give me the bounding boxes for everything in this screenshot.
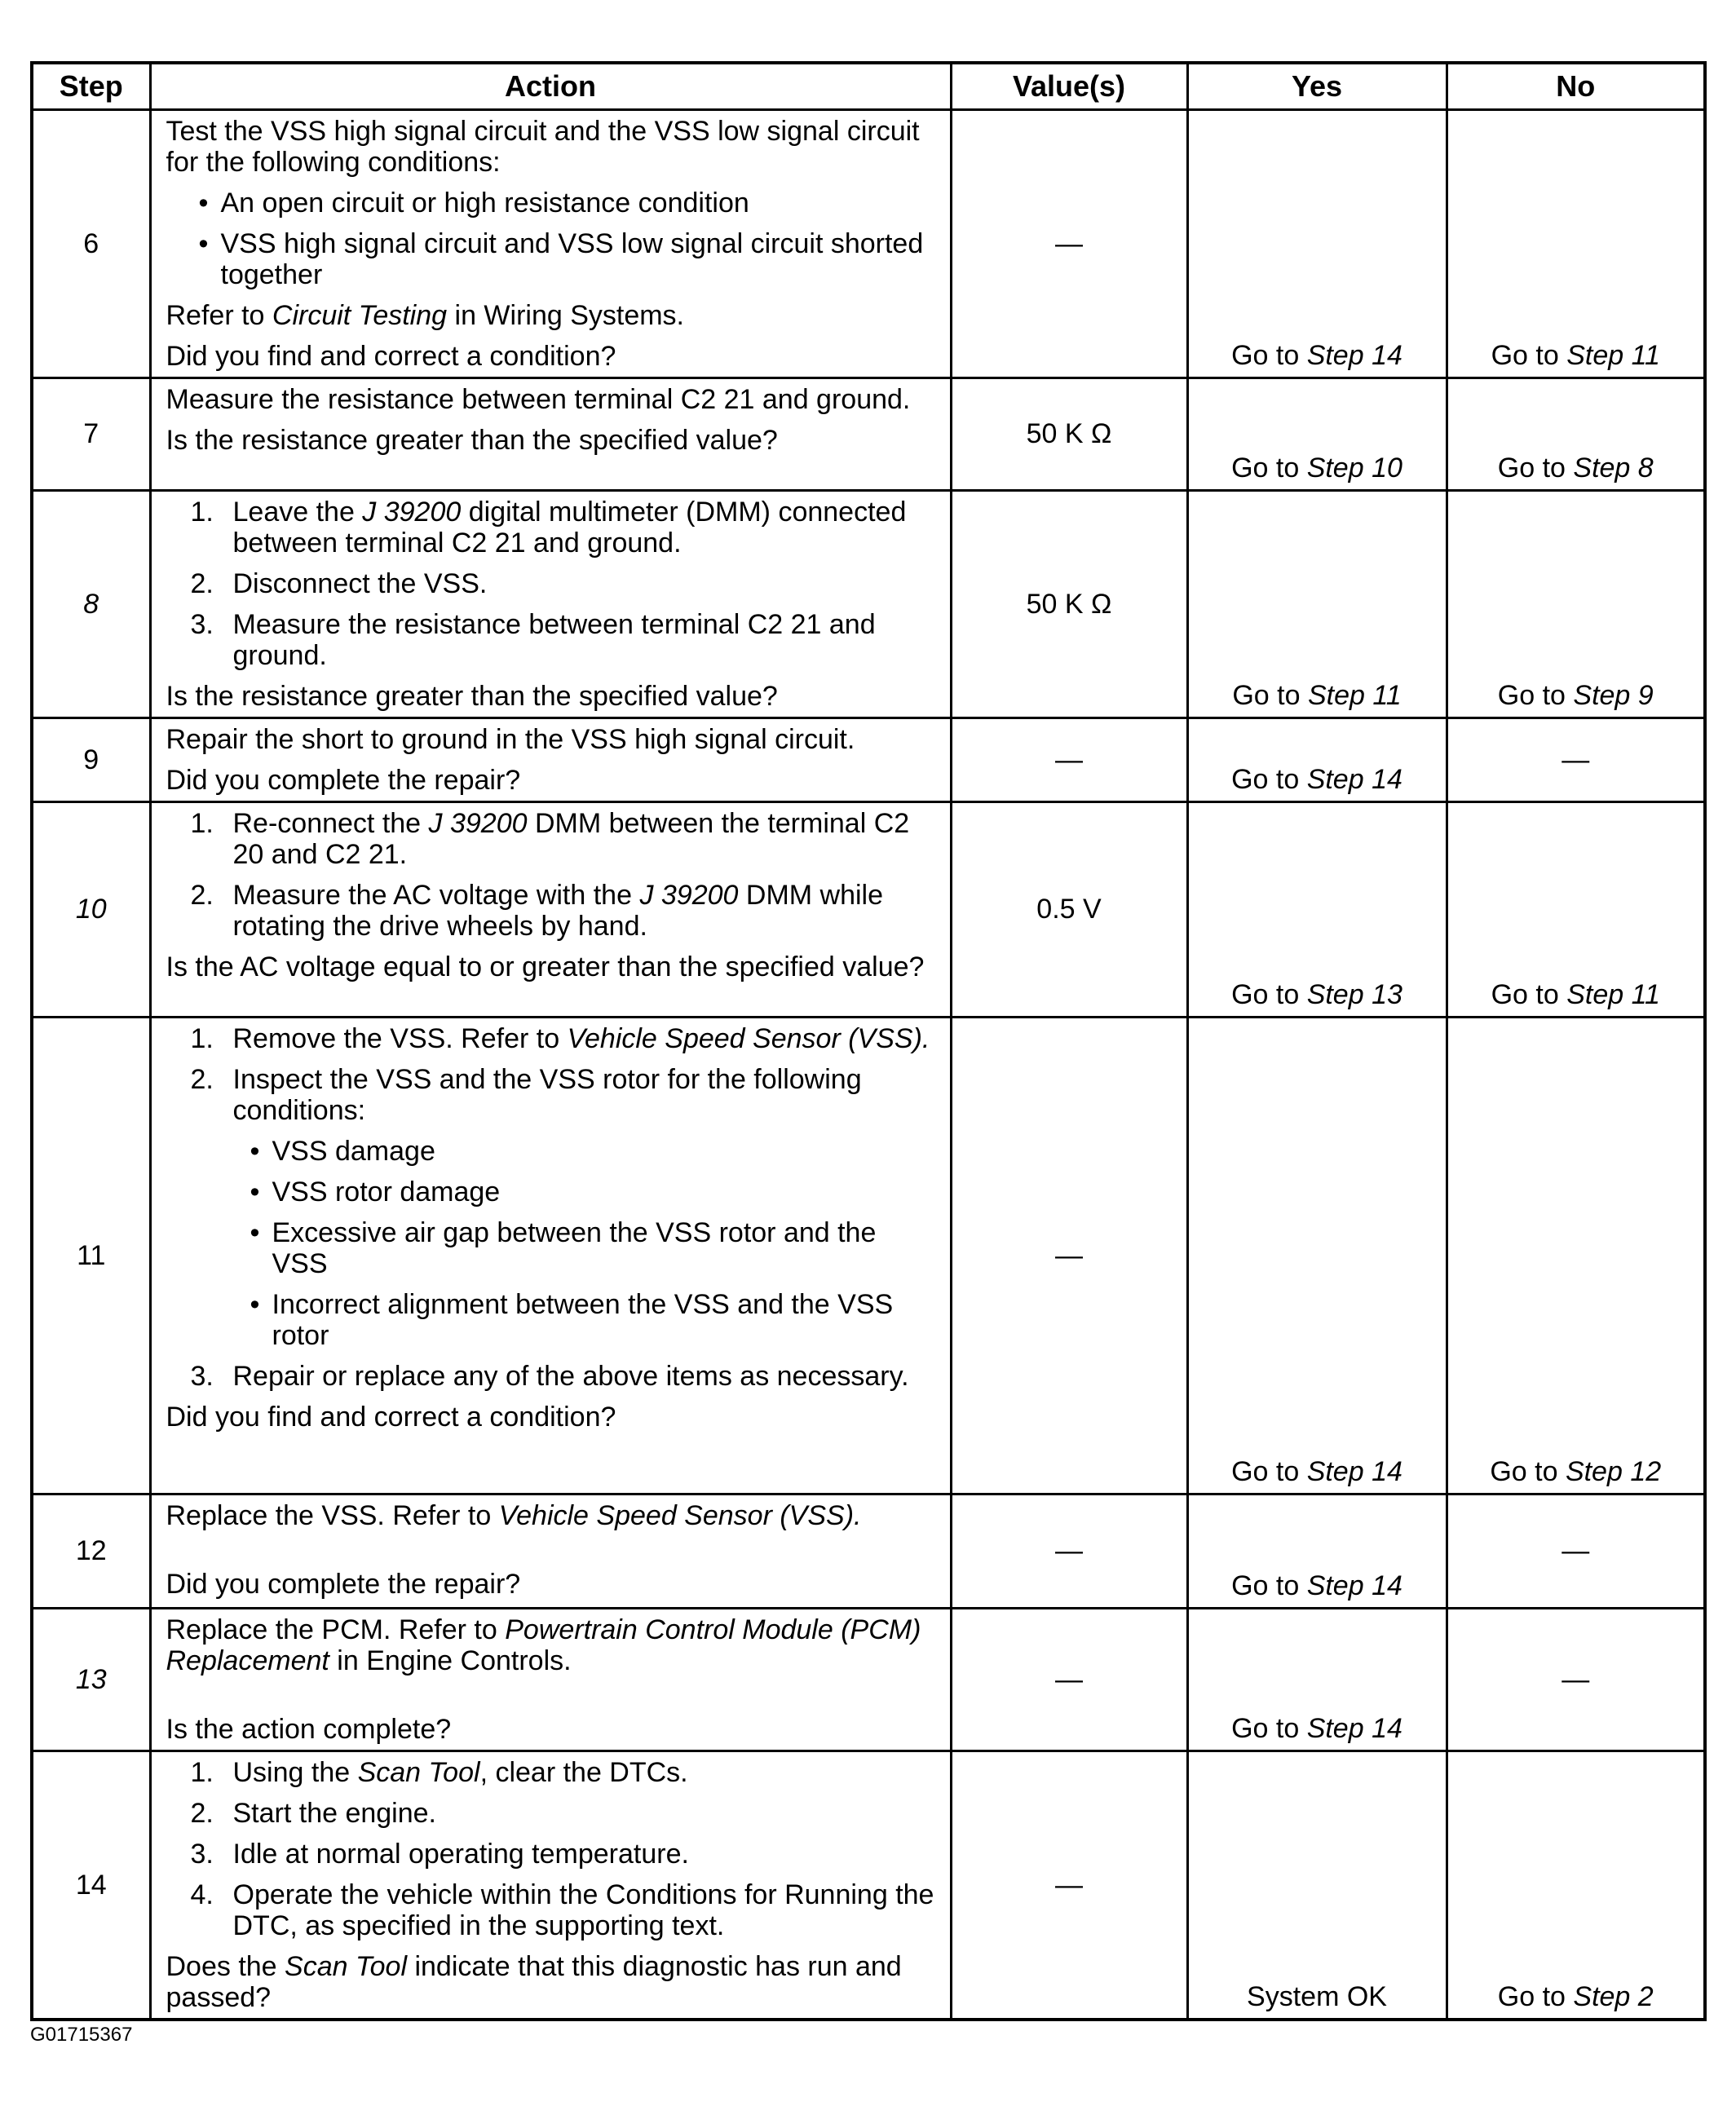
no-cell: Go to Step 8	[1447, 378, 1705, 491]
action-cell	[150, 491, 951, 718]
table-row-step-6	[32, 110, 1705, 378]
action-step-1: 1. Leave the J 39200 digital multimeter (DMM) connected between terminal C2 21 and ground.	[190, 497, 907, 559]
value-cell: 50 K Ω	[951, 491, 1187, 718]
action-text: Replace the PCM. Refer to Powertrain Control Module (PCM) Replacement in Engine Controls.	[166, 1614, 921, 1676]
action-step-1: 1. Re-connect the J 39200 DMM between the terminal C2 20 and C2 21.	[190, 808, 910, 870]
value-cell: —	[951, 1495, 1187, 1609]
action-text: Repair the short to ground in the VSS high signal circuit.	[166, 724, 855, 755]
step-number: 8	[32, 491, 150, 718]
no-cell: —	[1447, 1609, 1705, 1751]
table-row-step-11	[32, 1018, 1705, 1495]
no-cell: Go to Step 2	[1447, 1751, 1705, 2020]
value-cell: —	[951, 110, 1187, 378]
value-cell: —	[951, 1609, 1187, 1751]
action-question: Did you complete the repair?	[166, 1569, 521, 1600]
action-step-1: 1. Using the Scan Tool, clear the DTCs.	[190, 1757, 688, 1788]
diagnostic-table	[30, 61, 1707, 2021]
step-number: 14	[32, 1751, 150, 2020]
action-step-2: 2. Start the engine.	[190, 1798, 437, 1829]
header-action: Action	[150, 63, 951, 110]
header-yes: Yes	[1187, 63, 1447, 110]
action-step-2: 2. Disconnect the VSS.	[190, 568, 488, 599]
condition-bullet: • VSS damage	[166, 1136, 939, 1167]
action-cell	[150, 1751, 951, 2020]
yes-cell: Go to Step 13	[1187, 802, 1447, 1018]
yes-cell: System OK	[1187, 1751, 1447, 2020]
figure-id: G01715367	[30, 2024, 133, 2046]
action-step-1: 1. Remove the VSS. Refer to Vehicle Speed Sensor (VSS).	[190, 1023, 930, 1054]
action-cell	[150, 718, 951, 802]
step-number: 12	[32, 1495, 150, 1609]
action-cell	[150, 378, 951, 491]
condition-bullet: • Incorrect alignment between the VSS and the VSS rotor	[166, 1289, 939, 1351]
table-row-step-14	[32, 1751, 1705, 2020]
no-cell: Go to Step 11	[1447, 110, 1705, 378]
header-no: No	[1447, 63, 1705, 110]
action-question: Did you find and correct a condition?	[166, 1402, 616, 1433]
yes-cell: Go to Step 14	[1187, 1495, 1447, 1609]
condition-bullet: • Excessive air gap between the VSS rotor and the VSS	[166, 1217, 939, 1279]
condition-bullet: • VSS high signal circuit and VSS low signal circuit shorted together	[166, 228, 939, 290]
action-cell	[150, 110, 951, 378]
action-question: Is the AC voltage equal to or greater than the specified value?	[166, 951, 925, 982]
condition-bullet: • VSS rotor damage	[166, 1177, 939, 1208]
table-row-step-10	[32, 802, 1705, 1018]
no-cell: Go to Step 11	[1447, 802, 1705, 1018]
action-question: Is the action complete?	[166, 1714, 452, 1745]
action-step-3: 3. Repair or replace any of the above items as necessary.	[190, 1361, 909, 1392]
yes-cell: Go to Step 11	[1187, 491, 1447, 718]
table-row-step-13	[32, 1609, 1705, 1751]
yes-cell: Go to Step 14	[1187, 110, 1447, 378]
action-reference: Refer to Circuit Testing in Wiring Systems.	[166, 300, 685, 331]
yes-cell: Go to Step 10	[1187, 378, 1447, 491]
action-step-4: 4. Operate the vehicle within the Conditions for Running the DTC, as specified in the supporting text.	[190, 1879, 934, 1941]
action-cell	[150, 1609, 951, 1751]
value-cell: —	[951, 718, 1187, 802]
value-cell: 50 K Ω	[951, 378, 1187, 491]
action-step-2: 2. Inspect the VSS and the VSS rotor for the following conditions:	[190, 1064, 862, 1126]
step-number: 13	[32, 1609, 150, 1751]
action-step-3: 3. Measure the resistance between terminal C2 21 and ground.	[190, 609, 876, 671]
action-question: Did you find and correct a condition?	[166, 341, 616, 372]
action-text: Measure the resistance between terminal C2 21 and ground.	[166, 384, 911, 415]
action-cell	[150, 1018, 951, 1495]
action-question: Did you complete the repair?	[166, 765, 521, 796]
header-row	[32, 63, 1705, 110]
header-step: Step	[32, 63, 150, 110]
step-number: 6	[32, 110, 150, 378]
value-cell: —	[951, 1018, 1187, 1495]
step-number: 10	[32, 802, 150, 1018]
no-cell: Go to Step 12	[1447, 1018, 1705, 1495]
table-row-step-9	[32, 718, 1705, 802]
step-number: 11	[32, 1018, 150, 1495]
action-question: Is the resistance greater than the specified value?	[166, 425, 778, 456]
table-row-step-8	[32, 491, 1705, 718]
yes-cell: Go to Step 14	[1187, 1609, 1447, 1751]
step-number: 7	[32, 378, 150, 491]
value-cell: —	[951, 1751, 1187, 2020]
value-cell: 0.5 V	[951, 802, 1187, 1018]
no-cell: Go to Step 9	[1447, 491, 1705, 718]
step-number: 9	[32, 718, 150, 802]
action-step-2: 2. Measure the AC voltage with the J 39200 DMM while rotating the drive wheels by hand.	[190, 880, 884, 942]
header-values: Value(s)	[951, 63, 1187, 110]
action-text: Replace the VSS. Refer to Vehicle Speed Sensor (VSS).	[166, 1500, 862, 1531]
action-step-3: 3. Idle at normal operating temperature.	[190, 1839, 689, 1870]
action-intro: Test the VSS high signal circuit and the VSS low signal circuit for the following conditions:	[166, 116, 920, 178]
condition-bullet: • An open circuit or high resistance condition	[166, 188, 939, 219]
no-cell: —	[1447, 718, 1705, 802]
yes-cell: Go to Step 14	[1187, 718, 1447, 802]
table-row-step-12	[32, 1495, 1705, 1609]
table-row-step-7	[32, 378, 1705, 491]
action-question: Is the resistance greater than the specified value?	[166, 681, 778, 712]
action-cell	[150, 802, 951, 1018]
action-question: Does the Scan Tool indicate that this diagnostic has run and passed?	[166, 1951, 902, 2013]
no-cell: —	[1447, 1495, 1705, 1609]
yes-cell: Go to Step 14	[1187, 1018, 1447, 1495]
action-cell	[150, 1495, 951, 1609]
